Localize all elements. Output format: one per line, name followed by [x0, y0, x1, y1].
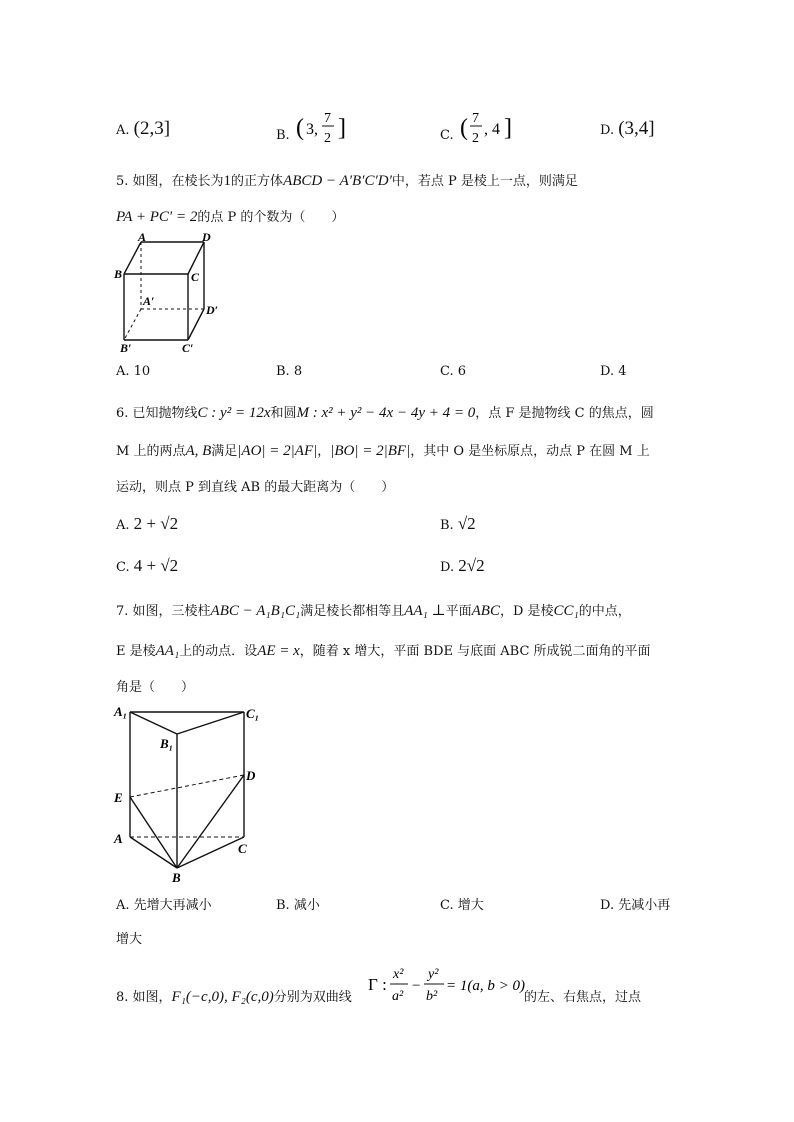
q6-option-c: [116, 556, 178, 576]
math-perp: AA₁ ⊥: [404, 603, 446, 619]
math-condition: PA + PC′ = 2: [116, 209, 198, 225]
q5-option-c: C. 6: [440, 364, 467, 379]
option-label: A.: [116, 518, 130, 533]
text: 8. 如图，: [116, 990, 172, 1005]
math-solid: ABCD − A′B′C′D′: [283, 173, 392, 189]
text: 5. 如图，在棱长为: [116, 174, 224, 189]
svg-text:7: 7: [471, 111, 479, 126]
q5-line2: [116, 206, 344, 226]
q5-option-d: D. 4: [600, 364, 627, 379]
q6-option-a: [116, 514, 178, 534]
math-cond2: |BO| = 2|BF|: [330, 443, 411, 459]
svg-text:−: −: [412, 978, 421, 994]
text: 平面: [445, 604, 472, 619]
svg-text:2: 2: [471, 131, 479, 146]
math-edge-aa1: AA₁: [155, 643, 180, 659]
option-value: (2,3]: [133, 118, 171, 139]
label-B: B: [114, 267, 123, 281]
svg-text:(: (: [459, 115, 468, 141]
svg-text:a²: a²: [392, 989, 404, 1004]
hyperbola-name: Γ :: [368, 975, 387, 994]
q4-option-c: [440, 106, 524, 150]
q6-line2: M 上的两点A, B满足|AO| = 2|AF|，|BO| = 2|BF|，其中 O 是坐标原点，动点 P 在圆 M 上: [116, 443, 650, 459]
text: 的正方体: [231, 174, 284, 189]
hyperbola-rhs: = 1(a, b > 0): [446, 978, 525, 994]
q7-option-b: B. 减小: [276, 898, 320, 913]
text: 6. 已知抛物线: [116, 406, 198, 421]
q7-line1: [116, 600, 631, 620]
text: 7. 如图，三棱柱: [116, 604, 211, 619]
text: ，其中 O 是坐标原点，动点 P 在圆 M 上: [410, 444, 650, 459]
q5-option-b: B. 8: [276, 364, 303, 379]
text: ，D 是棱: [499, 604, 554, 619]
math-edge: 1: [223, 173, 232, 189]
label-D-prime: D′: [206, 303, 219, 317]
q6-line3: 运动，则点 P 到直线 AB 的最大距离为（ ）: [116, 480, 395, 495]
option-label: C.: [440, 128, 454, 143]
svg-text:2: 2: [323, 131, 331, 146]
text: ，点 F 是抛物线 C 的焦点，圆: [475, 406, 654, 421]
math-plane: ABC: [471, 603, 500, 619]
cube-figure: [110, 232, 230, 354]
text: ，随着 x 增大，平面 BDE 与底面 ABC 所成锐二面角的平面: [299, 644, 651, 659]
option-value: (3,4]: [618, 118, 655, 139]
svg-text:7: 7: [323, 111, 331, 126]
text: 的中点，: [578, 604, 631, 619]
q7-option-a: A. 先增大再减小: [116, 898, 212, 913]
q5-option-a: A. 10: [116, 364, 151, 379]
math-parabola: C : y² = 12x: [197, 405, 271, 421]
label-A: A: [138, 232, 147, 244]
label-C1: C₁: [246, 706, 260, 721]
option-value: 4 + √2: [133, 556, 179, 575]
option-label: D.: [440, 560, 455, 575]
option-label: C.: [116, 560, 130, 575]
math-ae: AE = x: [257, 643, 300, 659]
svg-text:b²: b²: [426, 989, 438, 1004]
label-A-prime: A′: [143, 294, 155, 308]
math-points: A, B: [185, 443, 212, 459]
option-value: 2√2: [458, 556, 485, 575]
q4-option-b: [276, 106, 360, 150]
math-foci: F₁(−c,0), F₂(c,0): [171, 989, 274, 1005]
label-A1: A₁: [114, 704, 128, 719]
svg-text:]: ]: [503, 115, 512, 141]
q4-option-d: [600, 118, 655, 140]
q4-option-a: [116, 118, 170, 140]
hyperbola-formula: [368, 962, 528, 1008]
option-b-interval: [294, 106, 360, 150]
label-C: C: [238, 841, 247, 856]
q6-option-b: [440, 514, 476, 534]
option-label: B.: [276, 128, 290, 143]
label-C-prime: C′: [182, 341, 194, 354]
text: 的点 P 的个数为（ ）: [197, 210, 345, 225]
text: M 上的两点: [116, 444, 186, 459]
label-E: E: [114, 790, 123, 805]
q7-option-d-cont: 增大: [116, 932, 143, 947]
q7-line2: [116, 640, 651, 660]
option-c-interval: [458, 106, 524, 150]
svg-text:x²: x²: [393, 967, 404, 982]
option-label: B.: [440, 518, 454, 533]
q7-line3: 角是（ ）: [116, 680, 195, 695]
svg-text:3,: 3,: [305, 121, 318, 138]
q6-line1: [116, 402, 654, 422]
svg-text:]: ]: [337, 115, 346, 141]
math-edge-cc1: CC₁: [553, 603, 579, 619]
text: E 是棱: [116, 644, 156, 659]
label-D: D: [202, 232, 211, 244]
math-cond1: |AO| = 2|AF|: [237, 443, 318, 459]
text: 中，若点 P 是棱上一点，则满足: [391, 174, 578, 189]
label-B: B: [172, 870, 181, 885]
math-prism: ABC − A₁B₁C₁: [210, 603, 301, 619]
option-value: 2 + √2: [133, 514, 179, 533]
q5-line1: [116, 170, 578, 190]
text: 满足: [211, 444, 238, 459]
label-A: A: [114, 831, 123, 846]
q8-line1-suffix: 的左、右焦点，过点: [524, 990, 642, 1005]
q7-option-c: C. 增大: [440, 898, 484, 913]
q8-line1: [116, 986, 352, 1006]
label-B1: B₁: [160, 736, 174, 751]
prism-figure: [108, 700, 278, 888]
math-circle: M : x² + y² − 4x − 4y + 4 = 0: [296, 405, 476, 421]
text: 和圆: [270, 406, 297, 421]
option-label: D.: [600, 123, 615, 138]
option-value: √2: [457, 514, 476, 533]
text: 上的动点．设: [179, 644, 258, 659]
svg-text:, 4: , 4: [483, 121, 500, 138]
q6-option-d: [440, 556, 485, 576]
label-D: D: [246, 768, 256, 783]
svg-text:y²: y²: [428, 967, 439, 982]
text: 分别为双曲线: [273, 990, 352, 1005]
label-C: C: [191, 270, 200, 284]
option-label: A.: [116, 123, 130, 138]
label-B-prime: B′: [120, 341, 132, 354]
q7-option-d: D. 先减小再: [600, 898, 671, 913]
text: 满足棱长都相等且: [300, 604, 405, 619]
svg-text:(: (: [295, 115, 304, 141]
